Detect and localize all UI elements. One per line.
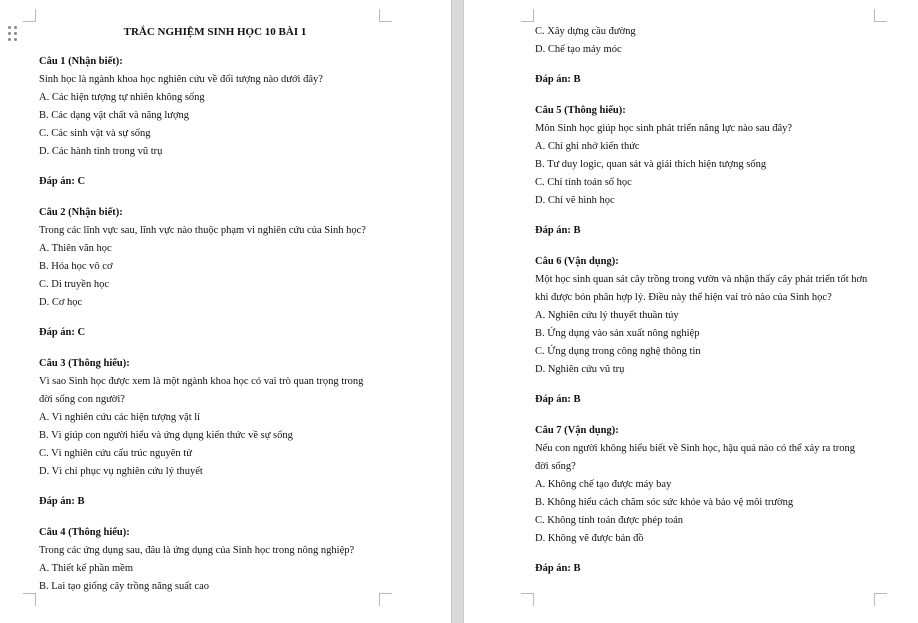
document-title: TRẮC NGHIỆM SINH HỌC 10 BÀI 1 — [123, 26, 307, 38]
q4-option-c: C. Xây dựng cầu đường — [535, 26, 636, 37]
question-7-text-line-1: Nếu con người không hiểu biết về Sinh học, hậu quả nào có thể xảy ra trong — [535, 443, 856, 454]
q1-option-b: B. Các dạng vật chất và năng lượng — [39, 110, 190, 121]
page-separator — [451, 0, 464, 623]
q7-option-d: D. Không vẽ được bản đồ — [535, 533, 644, 544]
crop-mark-bottom-left — [23, 593, 36, 606]
q2-option-a: A. Thiên văn học — [39, 243, 112, 254]
question-3-text-line-2: đời sống con người? — [39, 394, 125, 405]
question-7-text-line-2: đời sống? — [535, 461, 576, 472]
q1-answer: Đáp án: C — [39, 176, 86, 187]
left-page-content — [39, 23, 391, 596]
question-5-text: Môn Sinh học giúp học sinh phát triển năng lực nào sau đây? — [535, 123, 793, 134]
q1-option-c: C. Các sinh vật và sự sống — [39, 128, 151, 139]
q4-option-a: A. Thiết kế phần mềm — [39, 563, 133, 574]
page-right — [464, 0, 918, 623]
question-3-text-line-1: Vì sao Sinh học được xem là một ngành khoa học có vai trò quan trọng trong — [39, 376, 364, 387]
question-1-text: Sinh học là ngành khoa học nghiên cứu về đối tượng nào dưới đây? — [39, 74, 323, 85]
question-4-label: Câu 4 (Thông hiểu): — [39, 527, 130, 538]
drag-handle-icon[interactable] — [8, 26, 18, 42]
question-2-text: Trong các lĩnh vực sau, lĩnh vực nào thuộc phạm vi nghiên cứu của Sinh học? — [39, 225, 366, 236]
q4-option-b: B. Lai tạo giống cây trồng năng suất cao — [39, 581, 209, 592]
q7-answer: Đáp án: B — [535, 563, 581, 574]
q6-option-b: B. Ứng dụng vào sản xuất nông nghiệp — [535, 328, 700, 339]
q3-option-b: B. Vì giúp con người hiểu và ứng dụng kiến thức về sự sống — [39, 430, 293, 441]
q4-answer: Đáp án: B — [535, 74, 581, 85]
question-4-text: Trong các ứng dụng sau, đâu là ứng dụng của Sinh học trong nông nghiệp? — [39, 545, 355, 556]
q3-option-a: A. Vì nghiên cứu các hiện tượng vật lí — [39, 412, 201, 423]
question-6-text-line-1: Một học sinh quan sát cây trồng trong vườn và nhận thấy cây phát triển tốt hơn — [535, 274, 868, 285]
q2-option-b: B. Hóa học vô cơ — [39, 261, 113, 272]
q1-option-d: D. Các hành tinh trong vũ trụ — [39, 146, 163, 157]
q7-option-a: A. Không chế tạo được máy bay — [535, 479, 672, 490]
right-page-content — [535, 23, 880, 591]
q4-option-d: D. Chế tạo máy móc — [535, 44, 622, 55]
question-5-label: Câu 5 (Thông hiểu): — [535, 105, 626, 116]
q2-option-c: C. Di truyền học — [39, 279, 109, 290]
question-7-label: Câu 7 (Vận dụng): — [535, 425, 619, 436]
crop-mark-bottom-left — [521, 593, 534, 606]
crop-mark-top-right — [379, 9, 392, 22]
crop-mark-bottom-right — [874, 593, 887, 606]
q5-option-a: A. Chỉ ghi nhớ kiến thức — [535, 141, 640, 152]
q6-option-a: A. Nghiên cứu lý thuyết thuần túy — [535, 310, 679, 321]
q5-option-c: C. Chỉ tính toán số học — [535, 177, 632, 188]
q3-option-c: C. Vì nghiên cứu cấu trúc nguyên tử — [39, 448, 192, 459]
q5-answer: Đáp án: B — [535, 225, 581, 236]
question-1-label: Câu 1 (Nhận biết): — [39, 56, 123, 67]
question-3-label: Câu 3 (Thông hiểu): — [39, 358, 130, 369]
q3-answer: Đáp án: B — [39, 496, 85, 507]
q7-option-c: C. Không tính toán được phép toán — [535, 515, 684, 526]
question-2-label: Câu 2 (Nhận biết): — [39, 207, 123, 218]
q5-option-d: D. Chỉ vẽ hình học — [535, 195, 615, 206]
question-6-label: Câu 6 (Vận dụng): — [535, 256, 619, 267]
q3-option-d: D. Vì chỉ phục vụ nghiên cứu lý thuyết — [39, 466, 203, 477]
q2-answer: Đáp án: C — [39, 327, 86, 338]
q6-answer: Đáp án: B — [535, 394, 581, 405]
crop-mark-top-left — [521, 9, 534, 22]
crop-mark-top-left — [23, 9, 36, 22]
question-6-text-line-2: khi được bón phân hợp lý. Điều này thể hiện vai trò nào của Sinh học? — [535, 292, 832, 303]
q6-option-c: C. Ứng dụng trong công nghệ thông tin — [535, 346, 701, 357]
page-left — [0, 0, 451, 623]
q1-option-a: A. Các hiện tượng tự nhiên không sống — [39, 92, 205, 103]
q5-option-b: B. Tư duy logic, quan sát và giải thích hiện tượng sống — [535, 159, 767, 170]
q7-option-b: B. Không hiểu cách chăm sóc sức khỏe và bảo vệ môi trường — [535, 497, 794, 508]
q6-option-d: D. Nghiên cứu vũ trụ — [535, 364, 625, 375]
crop-mark-top-right — [874, 9, 887, 22]
q2-option-d: D. Cơ học — [39, 297, 83, 308]
